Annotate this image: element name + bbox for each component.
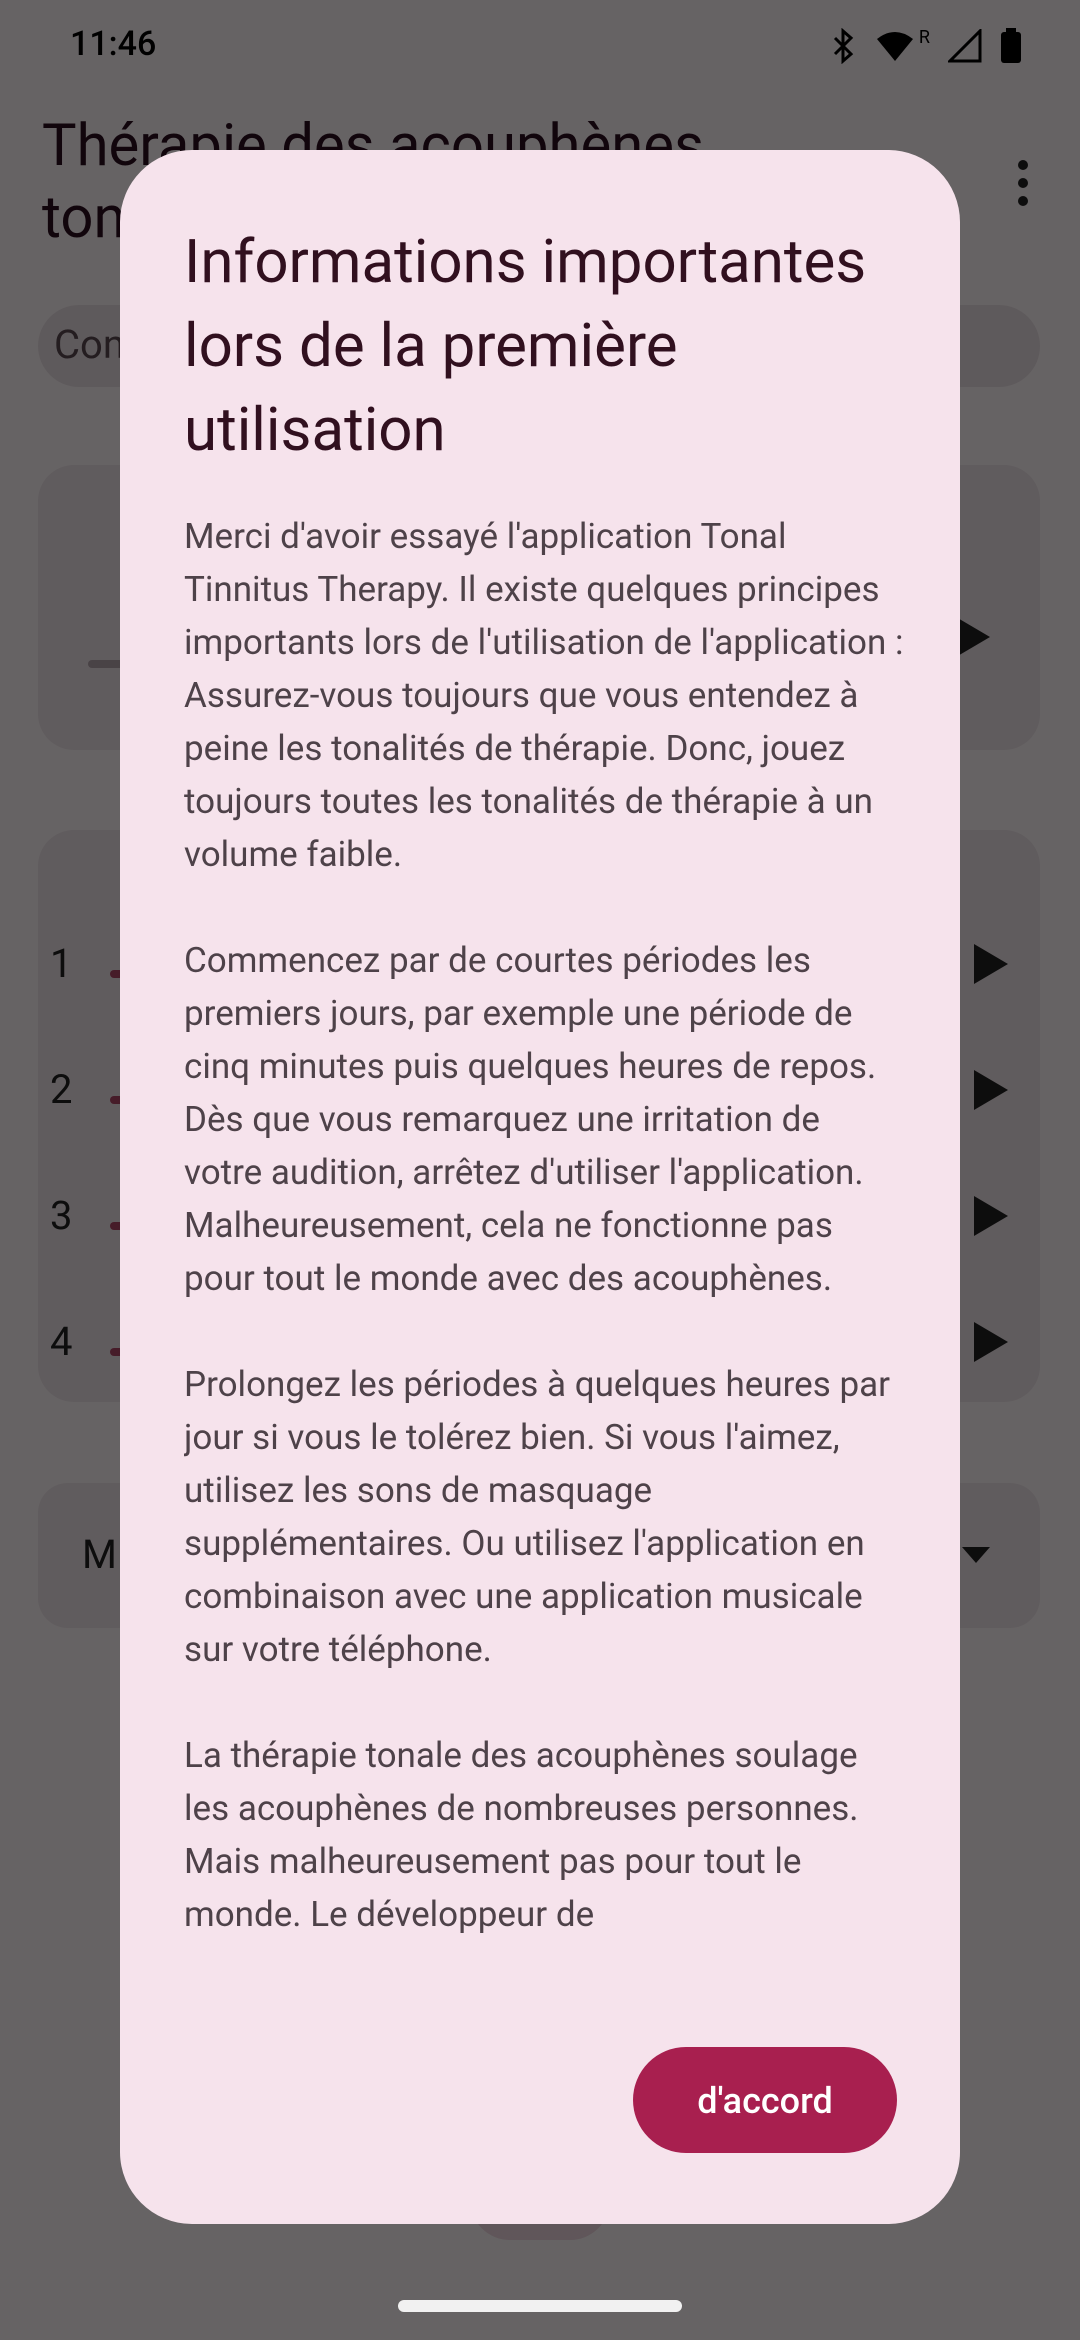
dialog-paragraph: Prolongez les périodes à quelques heures par jour si vous le tolérez bien. Si vous l'aimez, utilisez les sons de masquage supplémentaires. Ou utilisez l'application en combinaison avec une application musicale sur votre téléphone.	[184, 1364, 891, 1670]
dialog-body[interactable]	[184, 510, 904, 2120]
first-use-dialog	[120, 150, 960, 2224]
dialog-paragraph: Merci d'avoir essayé l'application Tonal Tinnitus Therapy. Il existe quelques principes importants lors de l'utilisation de l'application : Assurez-vous toujours que vous entendez à peine les tonalités de thérapie. Donc, jouez toujours toutes les tonalités de thérapie à un volume faible.	[184, 516, 904, 875]
dialog-title: Informations importantes lors de la première utilisation	[184, 226, 867, 465]
gesture-nav-handle[interactable]	[398, 2300, 682, 2312]
dialog-paragraph: Commencez par de courtes périodes les premiers jours, par exemple une période de cinq minutes puis quelques heures de repos. Dès que vous remarquez une irritation de votre audition, arrêtez d'utiliser l'application. Malheureusement, cela ne fonctionne pas pour tout le monde avec des acouphènes.	[184, 940, 877, 1299]
dialog-paragraph: La thérapie tonale des acouphènes soulage les acouphènes de nombreuses personnes. Mais malheureusement pas pour tout le monde. Le développeur de	[184, 1735, 859, 1935]
ok-button[interactable]: d'accord	[633, 2047, 897, 2153]
